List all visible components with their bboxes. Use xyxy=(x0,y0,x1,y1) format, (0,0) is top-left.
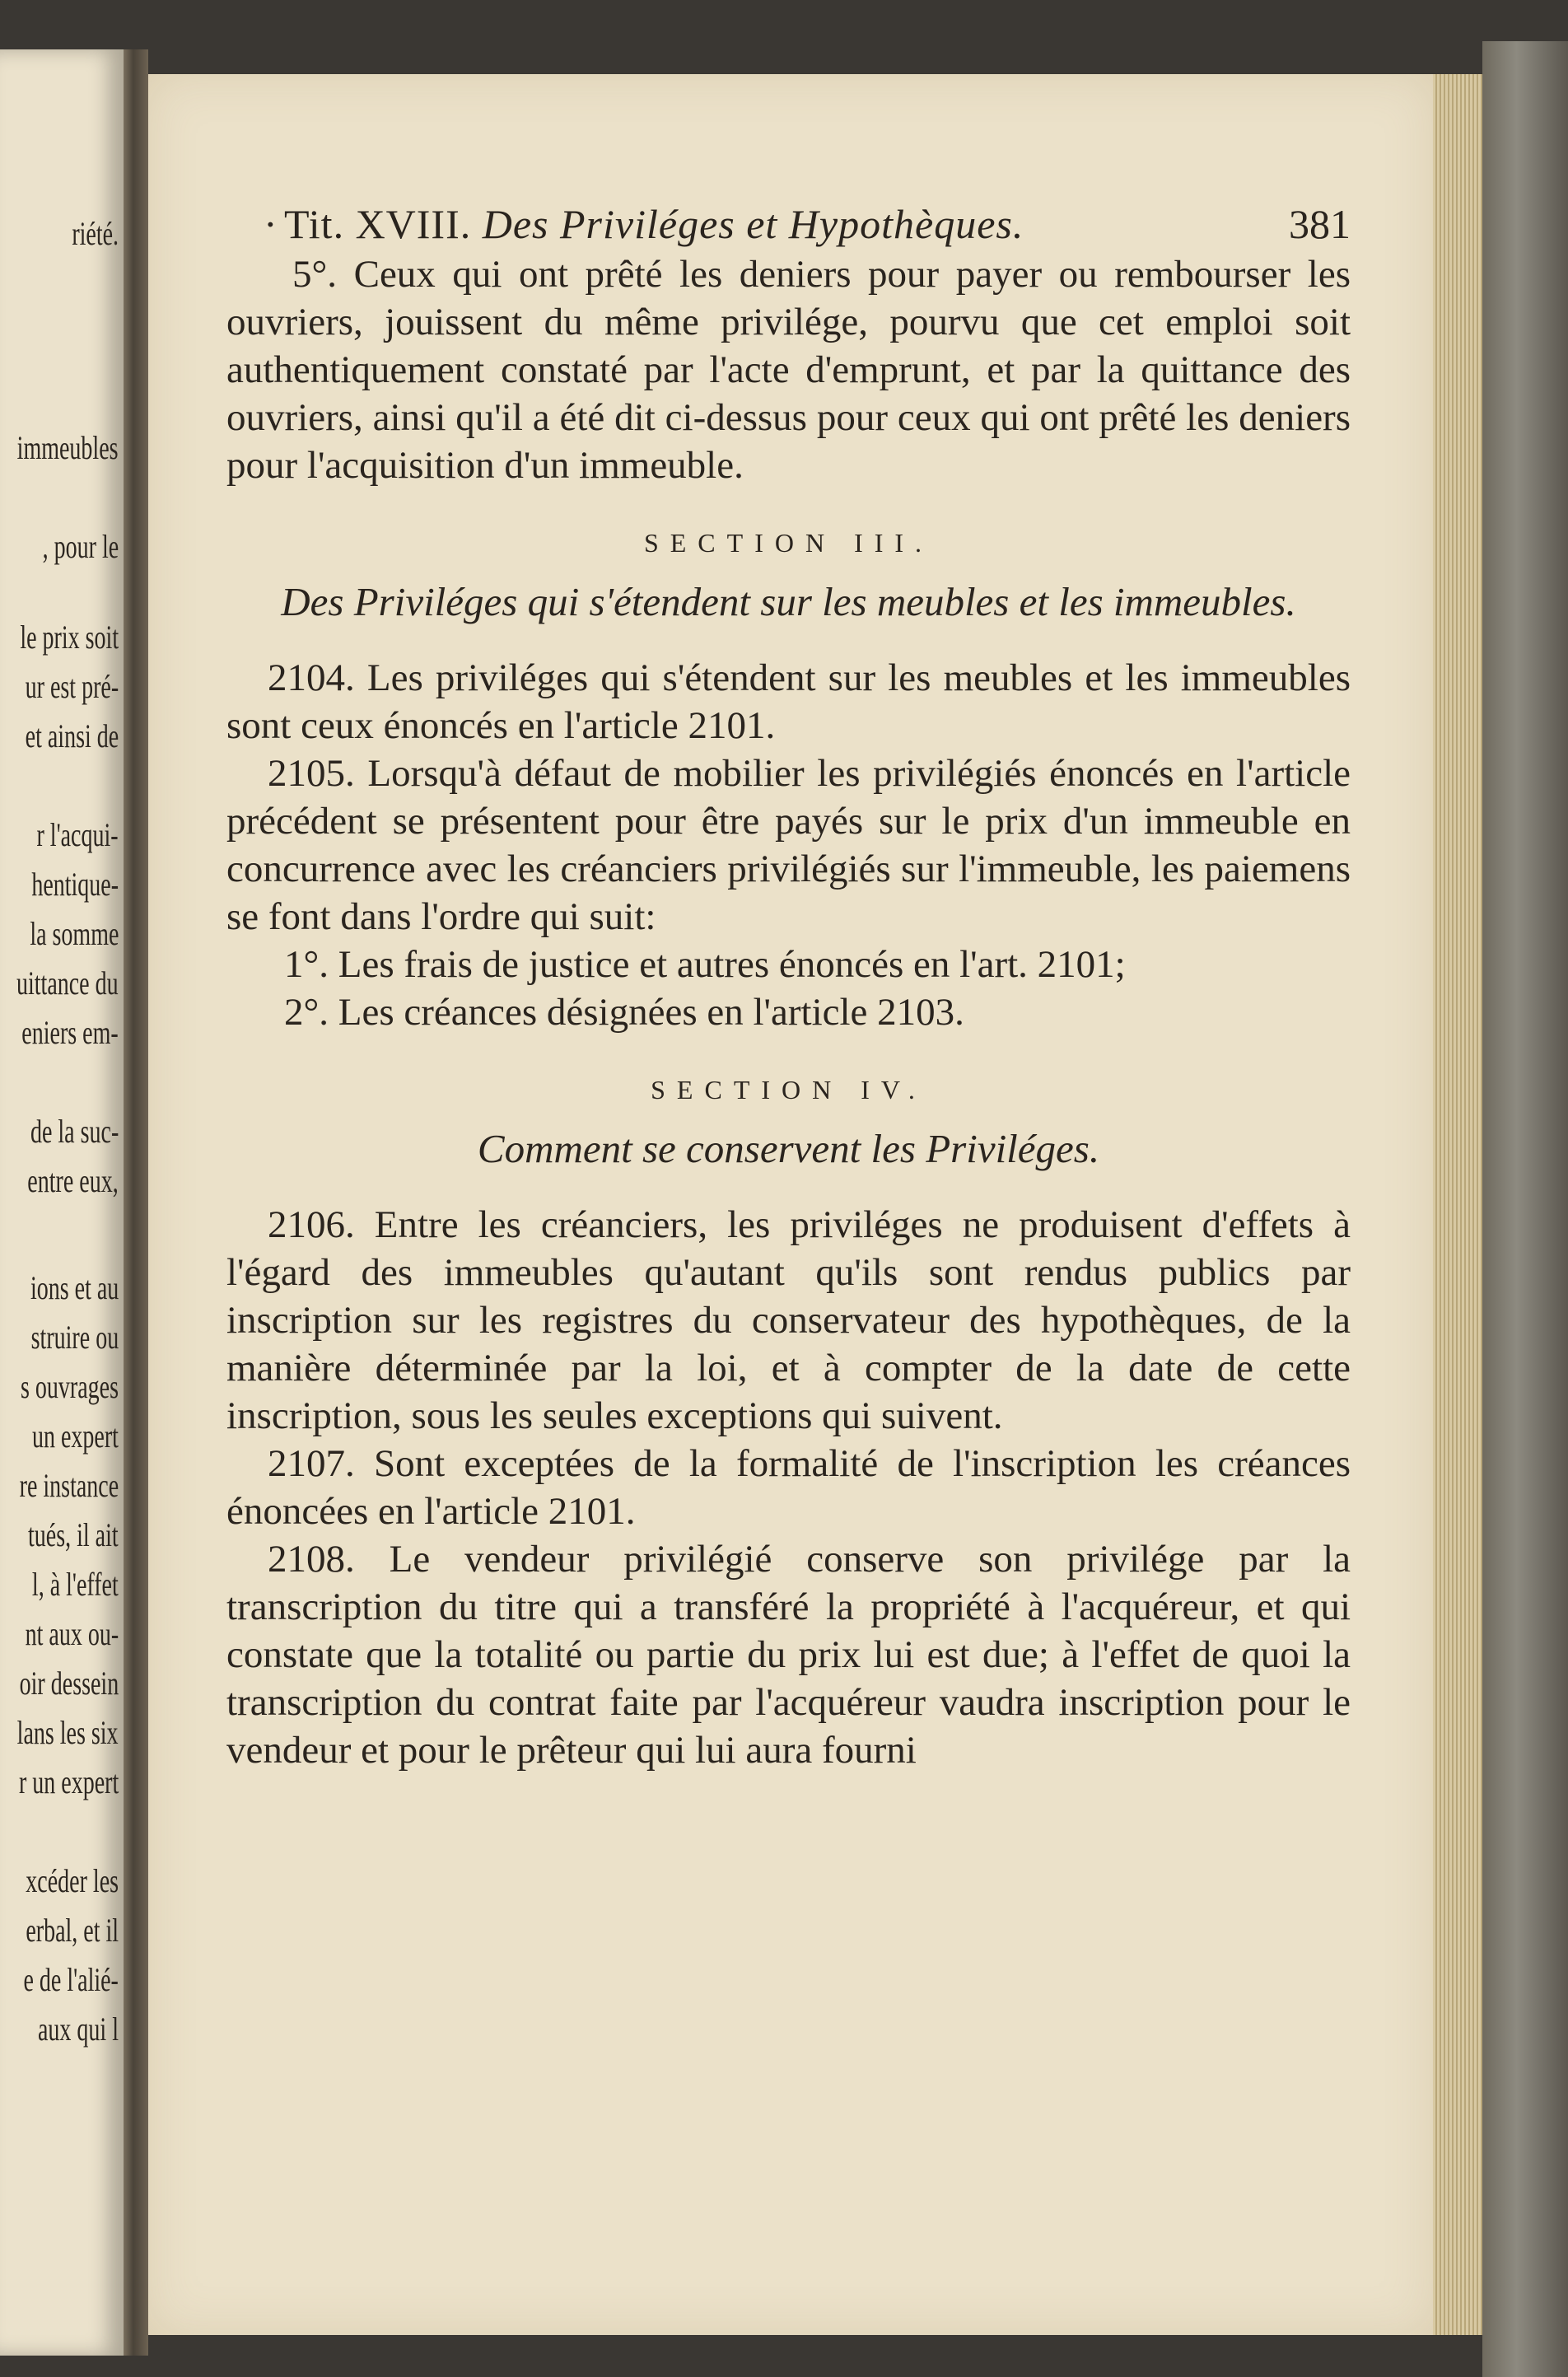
left-line: hentique- xyxy=(31,866,119,903)
book-page xyxy=(148,74,1433,2335)
article-2107: 2107. Sont exceptées de la formalité de l'inscription les créances énoncées en l'article 2101. xyxy=(226,1442,1351,1533)
running-head-dot: · xyxy=(264,201,278,247)
running-head-title-italic: Des Priviléges et Hypothèques. xyxy=(482,201,1024,247)
book-cover xyxy=(1482,41,1568,2377)
left-line: eniers em- xyxy=(21,1014,119,1051)
left-line: struire ou xyxy=(30,1319,119,1356)
running-head-title xyxy=(284,198,1024,250)
left-line: riété. xyxy=(72,215,119,252)
left-line: aux qui l xyxy=(38,2010,119,2048)
book-gutter xyxy=(124,49,148,2356)
left-line: xcéder les xyxy=(26,1862,119,1899)
left-line: s ouvrages xyxy=(21,1368,119,1405)
left-line: immeubles xyxy=(17,429,119,466)
article-2105-item-2: 2°. Les créances désignées en l'article 2103. xyxy=(284,991,964,1034)
left-line: ur est pré- xyxy=(25,668,119,705)
section-3-label: SECTION III. xyxy=(643,528,934,558)
section-4-title: Comment se conservent les Priviléges. xyxy=(477,1126,1100,1171)
page-edges xyxy=(1433,74,1482,2335)
page-content xyxy=(226,198,1351,1774)
section-4-label: SECTION IV. xyxy=(651,1075,926,1104)
left-line: e de l'alié- xyxy=(23,1961,119,1998)
previous-page-edge xyxy=(0,49,124,2356)
page-number: 381 xyxy=(1289,201,1351,247)
left-line: le prix soit xyxy=(20,619,119,656)
left-line: oir dessein xyxy=(19,1665,119,1702)
left-line: de la suc- xyxy=(30,1113,119,1150)
left-line: r l'acqui- xyxy=(36,816,119,853)
left-line: entre eux, xyxy=(27,1162,119,1199)
article-2105-item-1: 1°. Les frais de justice et autres énoncés en l'art. 2101; xyxy=(284,943,1126,986)
left-line: , pour le xyxy=(42,528,119,565)
article-2105: 2105. Lorsqu'à défaut de mobilier les privilégiés énoncés en l'article précédent se présentent pour être payés sur le prix d'un immeuble en concurrence avec les créanciers privilégiés sur l'immeuble, les paiemens se font dans l'ordre qui suit: xyxy=(226,752,1351,938)
left-line: l, à l'effet xyxy=(32,1566,119,1603)
left-line: erbal, et il xyxy=(26,1912,119,1949)
left-line: uittance du xyxy=(16,964,119,1002)
left-line: nt aux ou- xyxy=(25,1615,119,1652)
article-2106: 2106. Entre les créanciers, les priviléges ne produisent d'effets à l'égard des immeubles qu'autant qu'ils sont rendus publics par inscription sur les registres du conservateur des hypothèques, de la manière déterminée par la loi, et à compter de la date de cette inscription, sous les seules exceptions qui suivent. xyxy=(226,1203,1351,1437)
running-head-title-roman: Tit. XVIII. xyxy=(284,201,472,247)
running-head xyxy=(226,198,1351,250)
left-line: un expert xyxy=(32,1417,119,1455)
left-line: ions et au xyxy=(30,1269,119,1306)
article-2108: 2108. Le vendeur privilégié conserve son privilége par la transcription du titre qui a transféré la propriété à l'acquéreur, et qui constate que la totalité ou partie du prix lui est due; à l'effet de quoi la transcription du contrat faite par l'acquéreur vaudra inscription pour le vendeur et pour le prêteur qui lui aura fourni xyxy=(226,1538,1351,1772)
left-line: et ainsi de xyxy=(25,717,119,754)
section-3-title: Des Priviléges qui s'étendent sur les meubles et les immeubles. xyxy=(281,579,1296,624)
left-line: r un expert xyxy=(18,1763,119,1800)
left-line: tués, il ait xyxy=(28,1516,119,1553)
left-line: re instance xyxy=(19,1467,119,1504)
article-2104: 2104. Les priviléges qui s'étendent sur les meubles et les immeubles sont ceux énoncés en l'article 2101. xyxy=(226,656,1351,747)
left-line: lans les six xyxy=(17,1714,119,1751)
left-line: la somme xyxy=(29,915,119,952)
paragraph-5: 5°. Ceux qui ont prêté les deniers pour payer ou rembourser les ouvriers, jouissent du même privilége, pourvu que cet emploi soit authentiquement constaté par l'acte d'emprunt, et par la quittance des ouvriers, ainsi qu'il a été dit ci-dessus pour ceux qui ont prêté les deniers pour l'acquisition d'un immeuble. xyxy=(226,253,1351,487)
